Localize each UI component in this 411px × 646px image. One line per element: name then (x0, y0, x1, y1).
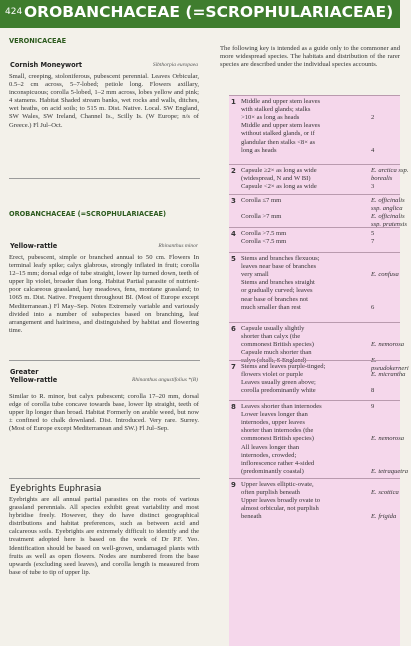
family-heading-orobanchaceae: OROBANCHACEAE (=SCROPHULARIACEAE) (9, 210, 167, 218)
page-number: 424 (5, 7, 23, 17)
couplet-line: corolla predominantly white (241, 387, 316, 395)
species-name-line: Yellow-rattle (10, 376, 58, 385)
couplet-line: Capsule ≥2× as long as wide (241, 167, 317, 174)
couplet-result: E. pseudokerneri (371, 357, 409, 373)
couplet-line: inflorescence rather 4-sided (241, 459, 315, 467)
genus-heading-eyebrights: Eyebrights Euphrasia (10, 484, 102, 494)
couplet-result: 7 (371, 238, 375, 246)
couplet-result: 3 (371, 183, 375, 191)
couplet-line: flowers violet or purple (241, 371, 304, 379)
key-couplet (229, 95, 400, 154)
couplet-result: E. officinalis (371, 213, 405, 221)
latin-name: Rhinanthus minor (158, 243, 198, 249)
couplet-line: Middle and upper stem leaves (241, 122, 321, 130)
couplet-line: >10× as long as heads (241, 114, 300, 122)
couplet-line: calyx (chalk, S England) (241, 357, 307, 365)
couplet-line: beneath (241, 513, 262, 521)
page-title: OROBANCHACEAE (=SCROPHULARIACEAE) (24, 3, 394, 21)
couplet-result: 4 (371, 146, 375, 154)
couplet-result: E. micrantha (371, 371, 406, 379)
couplet-number: 7 (231, 363, 236, 371)
species-text: Erect, pubescent, simple or branched annual to 50 cm. Flowers In terminal leafy spike; calyx glabrous, strongly inflated in fruit; corolla 12–15 mm; dorsal edge of tube straight, lower lip turned down, teeth of upper lip violet, broader than long. Habitat Partial parasite of nutrient-poor calcareous grassland, hay meadows, fens, montane grassland; to 1065 m. Dist. Native. Frequent throughout BI. (Most of Europe except Mediterranean.) Fl May–Sep. Notes Extremely variable and variously divided into a number of subspecies based on branching, leaf arrangement and hairiness, and distinguished by habitat and flowering time. (9, 254, 199, 334)
couplet-number: 5 (231, 255, 236, 263)
couplet-line: Stems and leaves purple-tinged; (241, 363, 326, 370)
couplet-line: Stems and branches straight (241, 279, 315, 287)
couplet-line: very small (241, 271, 269, 279)
species-text: Similar to R. minor, but calyx pubescent; corolla 17–20 mm, dorsal edge of corolla tube concave towards base, lower lip straight, teeth of upper lip longer than broad. Habitat Formerly on arable weed, but now ± confined to chalk downland. Dist. Introduced. Very rare. Surrey. (Most of Europe except Mediterranean and SW.) Fl Jul–Sep. (9, 393, 199, 433)
couplet-line: much smaller than rest (241, 303, 301, 311)
key-couplet (229, 478, 400, 521)
key-couplet (229, 227, 400, 246)
couplet-line: (predominantly coastal) (241, 467, 304, 475)
couplet-line: leaves near base of branches (241, 263, 317, 271)
right-column (212, 28, 409, 642)
couplet-line: without stalked glands, or if (241, 130, 315, 138)
couplet-line: All leaves longer than (241, 443, 300, 451)
couplet-result: E. nemorosa (371, 341, 405, 349)
couplet-result: E. nemorosa (371, 435, 405, 443)
couplet-number: 6 (231, 325, 236, 333)
couplet-line: commonest British species) (241, 341, 314, 349)
species-text: Small, creeping, stoloniferous, pubescent perennial. Leaves Orbicular, 0.5–2 cm across, 5–7-lobed; petiole long. Flowers axillary, inconspicuous; corolla 5-lobed, 1–2 mm across, lobes yellow and pink; 4 stamens. Habitat Shaded stream banks, wet rocks and walls, ditches, wet heaths, on acid soils; to 515 m. Dist. Native. Local. SW England, SW Wales, SW Ireland, Channel Is., Scilly Is. (W Europe; n/s of Greece.) Fl Jul–Oct. (9, 73, 199, 129)
couplet-line: long as heads (241, 146, 277, 154)
couplet-result: 5 (371, 230, 375, 237)
couplet-line: internodes, upper leaves (241, 419, 305, 427)
key-couplet (229, 164, 409, 191)
couplet-result: ssp. pratensis (371, 221, 407, 229)
couplet-line: or gradually curved; leaves (241, 287, 313, 295)
couplet-line: Middle and upper stem leaves (241, 98, 321, 105)
couplet-line: Lower leaves longer than (241, 411, 308, 419)
couplet-result: E. arctica ssp. (371, 167, 409, 174)
couplet-line: Corolla >7.5 mm (241, 230, 287, 237)
section-divider (9, 178, 200, 179)
section-divider (9, 478, 200, 479)
couplet-line: almost orbicular, not purplish (241, 505, 319, 513)
couplet-result: 6 (371, 303, 375, 311)
couplet-line: commonest British species) (241, 435, 314, 443)
couplet-result: borealis (371, 175, 393, 183)
section-divider (9, 360, 200, 361)
left-column (0, 28, 209, 642)
species-heading-yellow-rattle (10, 242, 198, 250)
couplet-number: 2 (231, 167, 236, 175)
couplet-line: Upper leaves broadly ovate to (241, 497, 321, 505)
couplet-line: Capsule much shorter than (241, 349, 312, 357)
couplet-line: often purplish beneath (241, 489, 300, 497)
couplet-number: 3 (231, 197, 236, 205)
couplet-result: E. scottica (371, 489, 399, 497)
couplet-result: 8 (371, 387, 375, 395)
couplet-line: Upper leaves elliptic-ovate, (241, 481, 314, 488)
couplet-line: (widespread, N and W BI) (241, 175, 311, 183)
key-couplet (229, 194, 407, 229)
key-couplet (229, 252, 400, 311)
family-heading-veronicaceae: VERONICACEAE (9, 37, 67, 45)
couplet-line: shorter than calyx (the (241, 333, 301, 341)
couplet-result: E. tetraquetra (371, 467, 408, 475)
couplet-line: Stems and branches flexuous; (241, 255, 320, 262)
couplet-line: Leaves shorter than internodes (241, 403, 322, 410)
species-name: Yellow-rattle (10, 242, 58, 250)
latin-name: Sibthorpia europaea (152, 62, 198, 68)
couplet-line: Leaves usually green above; (241, 379, 316, 387)
couplet-result: E. frigida (371, 513, 397, 521)
couplet-line: shorter than internodes (the (241, 427, 314, 435)
species-heading-greater-yellow-rattle (10, 368, 198, 384)
couplet-line: internodes, crowded; (241, 451, 297, 459)
couplet-line: near base of branches not (241, 295, 309, 303)
couplet-result: 2 (371, 114, 375, 122)
species-name: Cornish Moneywort (10, 61, 83, 69)
key-couplet (229, 400, 408, 475)
couplet-result: E. officinalis (371, 197, 405, 204)
couplet-result: E. confusa (371, 271, 399, 279)
couplet-line: Corolla <7.5 mm (241, 238, 287, 246)
couplet-line: Corolla ≤7 mm (241, 197, 282, 204)
couplet-number: 9 (231, 481, 236, 489)
species-name-line: Greater (10, 368, 39, 376)
couplet-line: Corolla >7 mm (241, 213, 282, 221)
species-heading-cornish-moneywort (10, 61, 198, 69)
couplet-result: 9 (371, 403, 375, 410)
page-header (0, 0, 400, 28)
genus-text: Eyebrights are all annual partial parasites on the roots of various grassland perennials. All species exhibit great variability and most hybridise freely. However, they do have distinct geographical distributions and habitat preferences, such as between acid and calcareous soils. Eyebrights are extremely difficult to identify and the treatment adopted here is based on the work of Dr P.F. Yeo. Identification should be based on well-grown, undamaged plants with fruits as well as open flowers. Nodes are numbered from the base upwards (excluding seed leaves), and corolla length is measured from base of tube to tip of upper lip. (9, 496, 199, 576)
latin-name: Rhinanthus angustifolius *(B) (132, 377, 198, 384)
couplet-line: glandular then stalks <8× as (241, 138, 316, 146)
couplet-result: ssp. anglica (371, 205, 403, 213)
couplet-line: with stalked glands; stalks (241, 106, 311, 114)
couplet-line: Capsule usually slightly (241, 325, 305, 332)
couplet-number: 4 (231, 230, 236, 238)
couplet-number: 1 (231, 98, 236, 106)
key-intro: The following key is intended as a guide only to the commoner and more widespread species. The habitats and distribution of the rarer species are described under the individual species accounts. (220, 45, 400, 69)
couplet-number: 8 (231, 403, 236, 411)
couplet-line: Capsule <2× as long as wide (241, 183, 317, 191)
